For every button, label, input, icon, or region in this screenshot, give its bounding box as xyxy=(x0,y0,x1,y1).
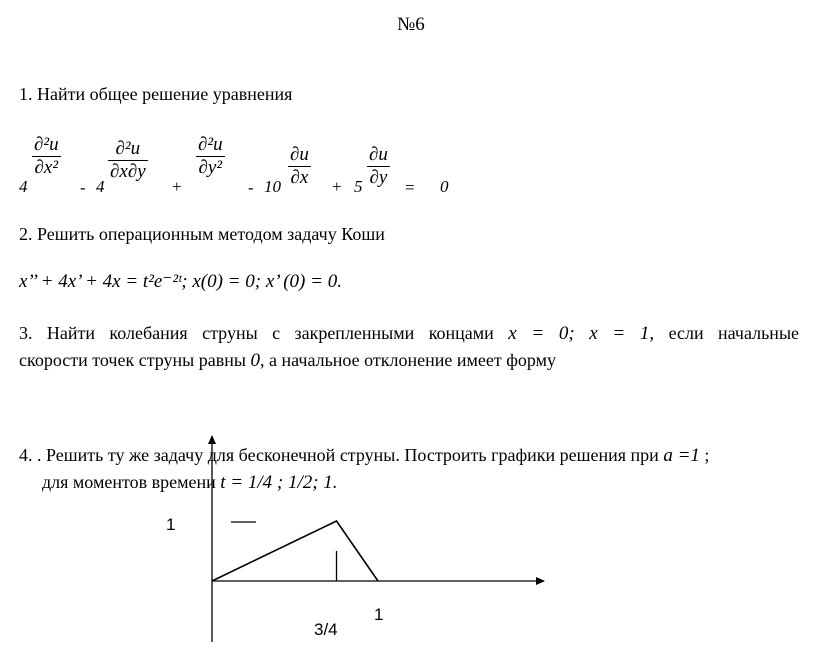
deflection-curve xyxy=(212,521,378,581)
eq-fraction-5-den: ∂y xyxy=(367,166,390,189)
task-3-line-2-text-b: , а начальное отклонение имеет форму xyxy=(260,350,557,370)
task-1-text: 1. Найти общее решение уравнения xyxy=(19,84,293,104)
eq-op-2: - xyxy=(80,178,86,197)
task-4-line-2 xyxy=(42,472,338,494)
task-4-line-2-text: для моментов времени xyxy=(42,472,216,492)
task-4-line-1-text-b: ; xyxy=(704,445,710,465)
task-3-line-1-math: x = 0; x = 1, xyxy=(508,323,655,344)
eq-fraction-2-num: ∂²u xyxy=(115,138,141,159)
eq-fraction-3-den: ∂y² xyxy=(196,156,225,179)
task-2-text: 2. Решить операционным методом задачу Коши xyxy=(19,224,385,244)
task-3-line-1-text-a: 3. Найти колебания струны с закрепленными концами xyxy=(19,323,494,343)
task-2-equation: x’’ + 4x’ + 4x = t²e⁻²ᵗ; x(0) = 0; x’ (0) = 0. xyxy=(19,271,342,292)
task-4-line-1 xyxy=(19,445,709,467)
eq-equals: = xyxy=(405,178,415,197)
task-3-line-2-math: 0 xyxy=(250,350,260,371)
eq-coef-5: 5 xyxy=(354,177,363,196)
x-tick-label-end: 1 xyxy=(374,605,384,624)
task-3-line-1-text-b: если начальные xyxy=(668,323,800,343)
task-4-line-1-math: a =1 xyxy=(663,445,700,466)
y-tick-label: 1 xyxy=(166,515,176,534)
eq-coef-4: 10 xyxy=(264,177,281,196)
eq-fraction-5-num: ∂u xyxy=(369,144,388,165)
x-tick-label-peak: 3/4 xyxy=(314,620,338,639)
eq-fraction-3-num: ∂²u xyxy=(198,134,223,155)
eq-op-3: + xyxy=(172,177,182,196)
eq-rhs: 0 xyxy=(440,177,449,196)
eq-coef-2: 4 xyxy=(96,177,105,196)
task-4-line-1-text-a: 4. . Решить ту же задачу для бесконечной струны. Построить графики решения при xyxy=(19,445,659,465)
eq-fraction-2-den: ∂x∂y xyxy=(110,161,146,182)
task-3-line-2-text-a: скорости точек струны равны xyxy=(19,350,246,370)
page-title: №6 xyxy=(397,14,425,35)
eq-fraction-1-den: ∂x² xyxy=(32,156,61,179)
eq-fraction-1-num: ∂²u xyxy=(34,134,59,155)
eq-coef-1: 4 xyxy=(19,177,28,196)
eq-fraction-4-den: ∂x xyxy=(288,166,311,189)
task-4-line-2-math: t = 1/4 ; 1/2; 1. xyxy=(220,472,338,493)
eq-op-5: + xyxy=(332,177,342,196)
eq-fraction-4-num: ∂u xyxy=(290,144,309,165)
eq-op-4: - xyxy=(248,178,254,197)
